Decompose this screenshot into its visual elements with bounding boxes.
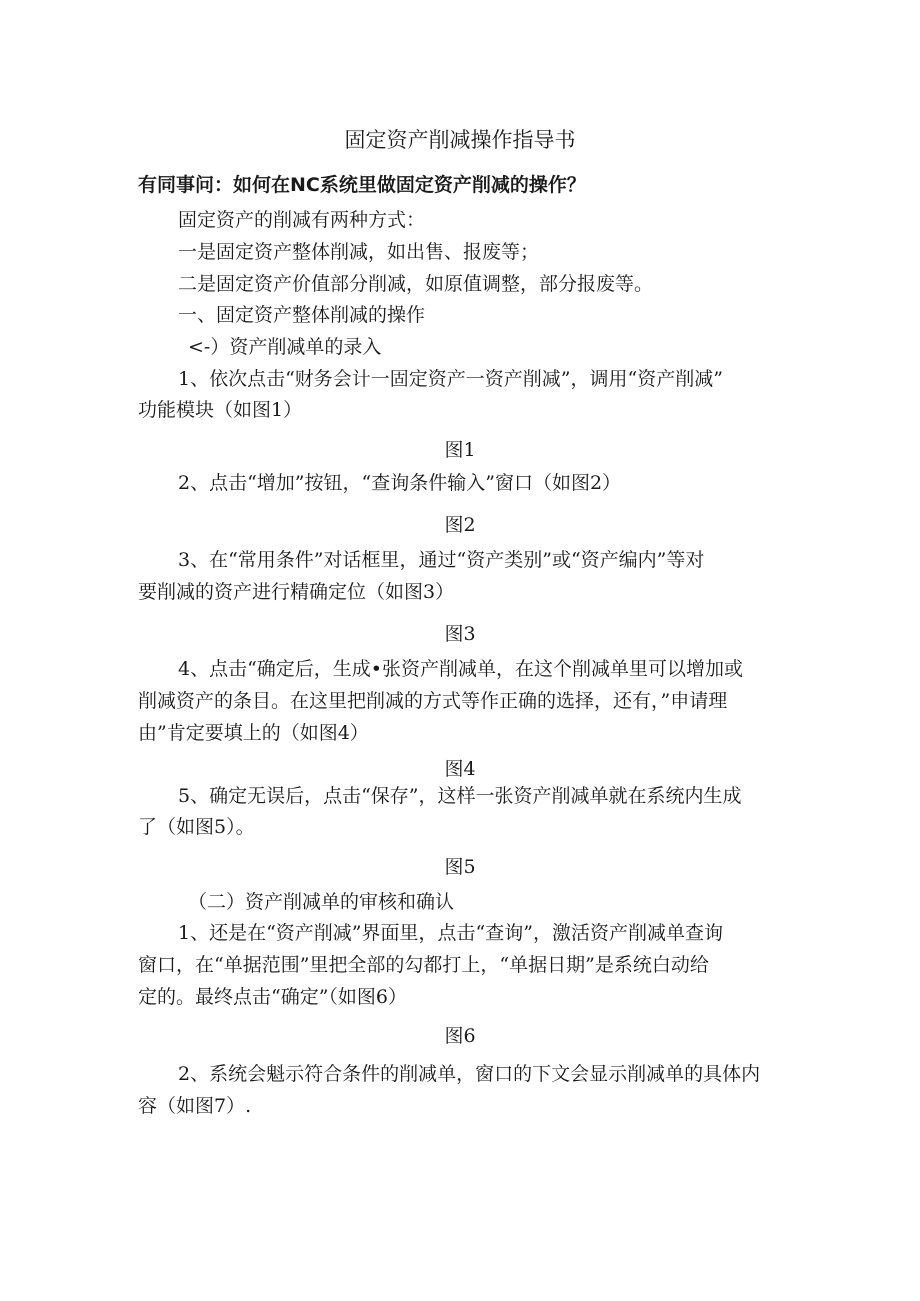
document-title: 固定资产削减操作指导书 <box>344 128 576 152</box>
paragraph-line: 一是固定资产整体削减，如出售、报废等； <box>178 241 540 263</box>
paragraph-line: 由”肯定要填上的（如图4） <box>138 722 369 744</box>
paragraph-line: 2、点击“增加”按钮，“查询条件输入”窗口（如图2） <box>178 472 622 494</box>
paragraph-line: 2、系统会魁示符合条件的削减单，窗口的下文会显示削减单的具体内 <box>178 1063 761 1085</box>
paragraph-line: 5、确定无误后，点击“保存”，这样一张资产削减单就在系统内生成 <box>178 785 742 807</box>
paragraph-line: 了（如图5）。 <box>138 816 255 838</box>
question-heading: 有同事问：如何在NC系统里做固定资产削减的操作？ <box>138 174 586 196</box>
paragraph-line: 二是固定资产价值部分削减，如原值调整，部分报废等。 <box>178 273 654 295</box>
paragraph-line: 要削减的资产进行精确定位（如图3） <box>138 581 455 603</box>
figure-label: 图4 <box>444 758 476 780</box>
paragraph-line: 1、还是在“资产削减”界面里，点击“查询”，激活资产削减单查询 <box>178 922 723 944</box>
paragraph-line: 容（如图7）. <box>138 1095 252 1117</box>
paragraph-line: 3、在“常用条件”对话框里，通过“资产类别”或“资产编内”等对 <box>178 549 705 571</box>
paragraph-line: 削减资产的条目。在这里把削减的方式等作正确的选择，还有，”申请理 <box>138 690 728 712</box>
figure-label: 图3 <box>444 623 476 645</box>
figure-label: 图1 <box>444 439 476 461</box>
paragraph-line: 4、点击“确定后，生成•张资产削减单，在这个削减单里可以增加或 <box>178 658 744 680</box>
paragraph-line: 定的。最终点击“确定”（如图6） <box>138 986 408 1008</box>
paragraph-line: 固定资产的削减有两种方式： <box>178 209 426 231</box>
figure-label: 图5 <box>444 856 476 878</box>
paragraph-line: 1、依次点击“财务会计一固定资产一资产削减”，调用“资产削减” <box>178 368 723 390</box>
subsection-heading: <-）资产削减单的录入 <box>188 336 382 358</box>
section-heading: 一、固定资产整体削减的操作 <box>178 304 426 326</box>
subsection-heading: （二）资产削减单的审核和确认 <box>188 891 455 913</box>
figure-label: 图6 <box>444 1025 476 1047</box>
figure-label: 图2 <box>444 514 476 536</box>
paragraph-line: 功能模块（如图1） <box>138 399 303 421</box>
paragraph-line: 窗口，在“单据范围”里把全部的勾都打上，“单据日期”是系统白动给 <box>138 954 709 976</box>
